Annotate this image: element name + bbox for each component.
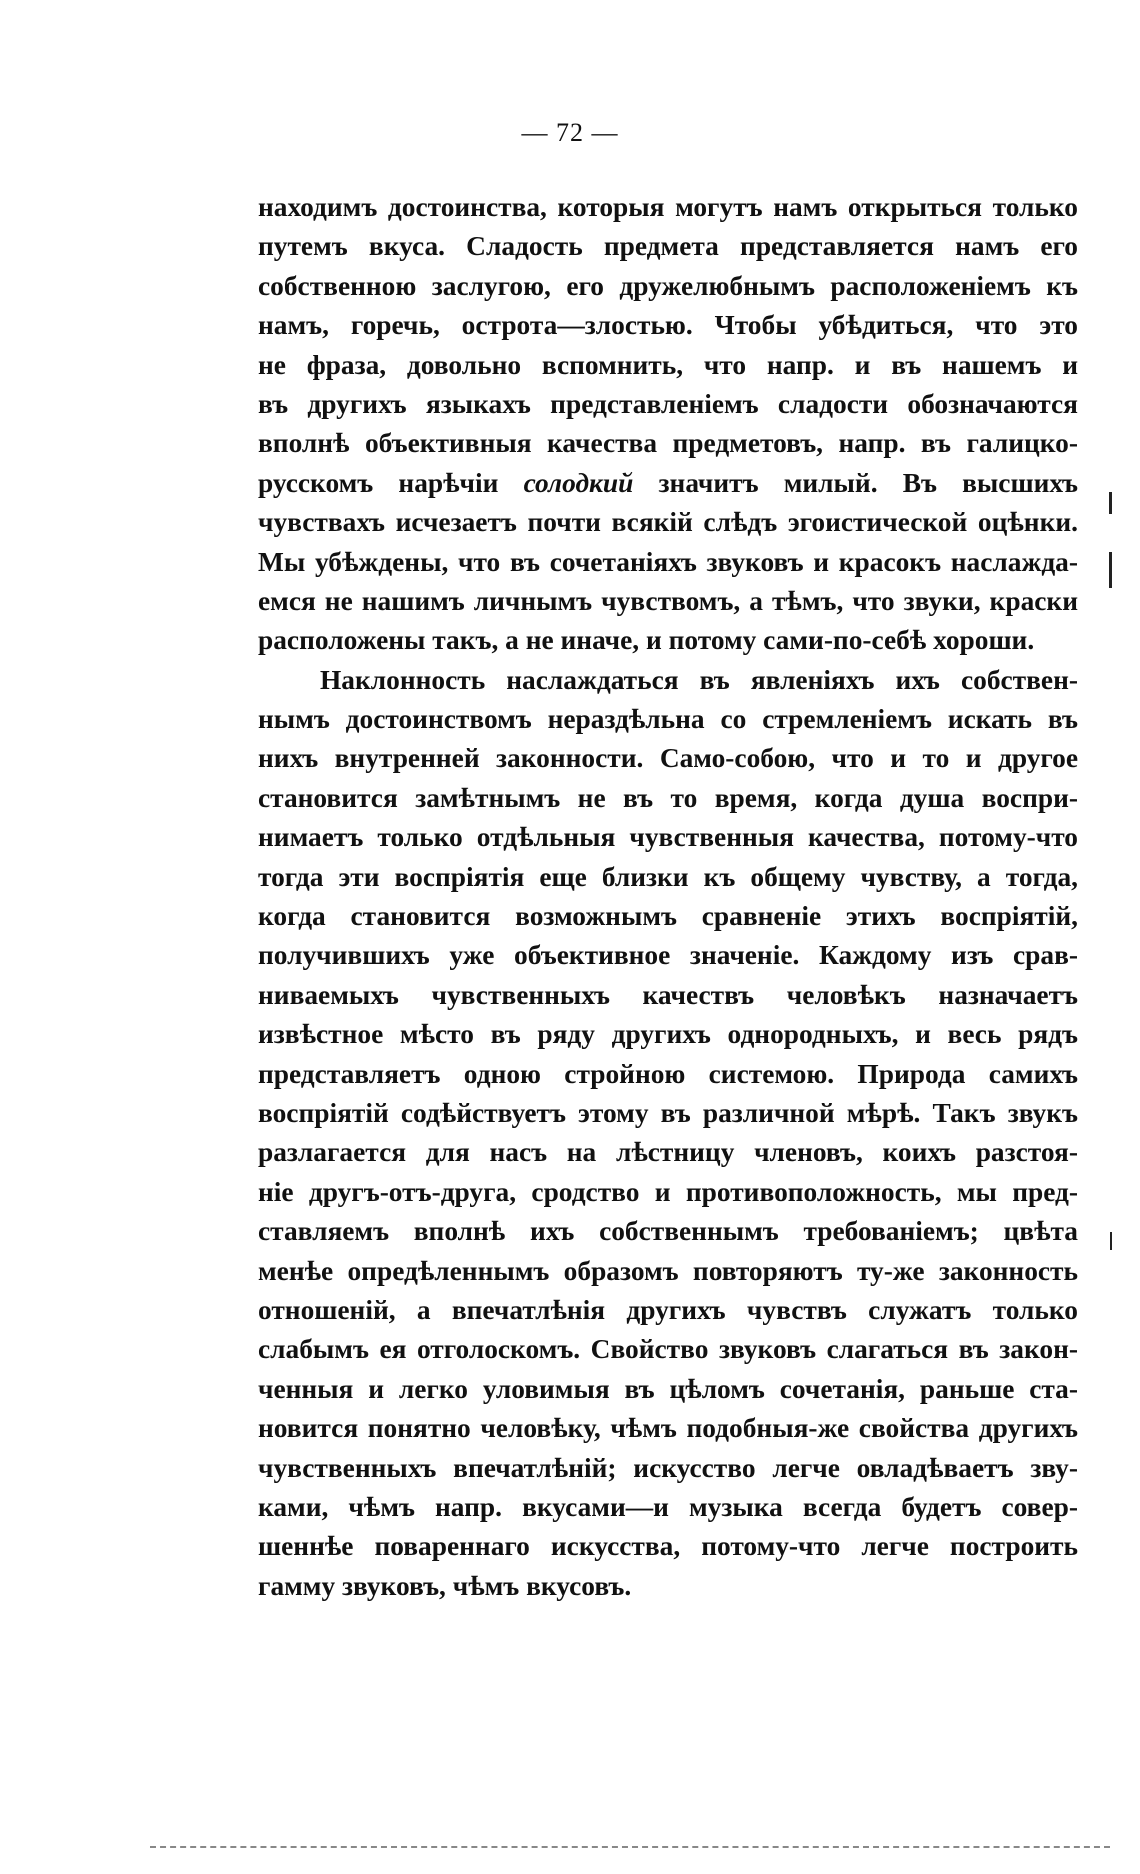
- text-segment: русскомъ нарѣчiи: [258, 467, 499, 498]
- text-line: емся не нашимъ личнымъ чувствомъ, а тѣмъ, что звуки, краски: [258, 585, 1078, 616]
- text-line: менѣе опредѣленнымъ образомъ повторяютъ ту-же законность: [258, 1255, 1078, 1286]
- text-line: нимаетъ только отдѣльныя чувственныя качества, потому-что: [258, 822, 1078, 853]
- text-line: Мы убѣждены, что въ сочетанiяхъ звуковъ и красокъ наслажда-: [258, 546, 1078, 577]
- text-line: чувствахъ исчезаетъ почти всякiй слѣдъ эгоистической оцѣнки.: [258, 507, 1078, 538]
- text-line: новится понятно человѣку, чѣмъ подобныя-же свойства другихъ: [258, 1413, 1078, 1444]
- text-line: ниваемыхъ чувственныхъ качествъ человѣкъ назначаетъ: [258, 979, 1078, 1010]
- text-line: ставляемъ вполнѣ ихъ собственнымъ требованiемъ; цвѣта: [258, 1216, 1078, 1247]
- text-line: собственною заслугою, его дружелюбнымъ расположенiемъ къ: [258, 270, 1078, 301]
- text-line: въ другихъ языкахъ представленiемъ сладости обозначаются: [258, 388, 1078, 419]
- text-line: когда становится возможнымъ сравненiе этихъ воспрiятiй,: [258, 901, 1078, 932]
- text-line: разлагается для насъ на лѣстницу членовъ, коихъ разстоя-: [258, 1137, 1078, 1168]
- text-line: [258, 464, 1078, 503]
- italic-word: солодкий: [523, 467, 634, 498]
- text-line: воспрiятiй содѣйствуетъ этому въ различной мѣрѣ. Такъ звукъ: [258, 1097, 1078, 1128]
- text-line: расположены такъ, а не иначе, и потому сами-по-себѣ хороши.: [258, 625, 1035, 656]
- text-line: гамму звуковъ, чѣмъ вкусовъ.: [258, 1570, 632, 1601]
- text-line: чувственныхъ впечатлѣнiй; искусство легче овладѣваетъ зву-: [258, 1452, 1078, 1483]
- text-line: становится замѣтнымъ не въ то время, когда душа воспри-: [258, 782, 1078, 813]
- text-segment: значитъ милый. Въ высшихъ: [658, 467, 1078, 498]
- text-line: шеннѣе повареннаго искусства, потому-что легче построить: [258, 1531, 1078, 1562]
- text-line: слабымъ ея отголоскомъ. Свойство звуковъ слагаться въ закон-: [258, 1334, 1078, 1365]
- text-line: отношенiй, а впечатлѣнiя другихъ чувствъ служатъ только: [258, 1294, 1078, 1325]
- text-line: нихъ внутренней законности. Само-собою, что и то и другое: [258, 743, 1078, 774]
- page-number: — 72 —: [521, 118, 619, 147]
- scan-edge-mark: [1109, 552, 1112, 588]
- text-line: извѣстное мѣсто въ ряду другихъ однородныхъ, и весь рядъ: [258, 1019, 1078, 1050]
- text-line: вполнѣ объективныя качества предметовъ, напр. въ галицко-: [258, 428, 1078, 459]
- text-line: ченныя и легко уловимыя въ цѣломъ сочетанiя, раньше ста-: [258, 1373, 1078, 1404]
- text-line: находимъ достоинства, которыя могутъ намъ открыться только: [258, 192, 1078, 222]
- text-line: нiе другъ-отъ-друга, сродство и противоположность, мы пред-: [258, 1176, 1078, 1207]
- text-line: ками, чѣмъ напр. вкусами—и музыка всегда будетъ совер-: [258, 1491, 1078, 1522]
- text-line: получившихъ уже объективное значенiе. Каждому изъ срав-: [258, 940, 1078, 971]
- text-line: нымъ достоинствомъ нераздѣльна со стремленiемъ искать въ: [258, 704, 1078, 735]
- scan-edge-mark: [1109, 492, 1112, 514]
- text-line: не фраза, довольно вспомнить, что напр. и въ нашемъ и: [258, 349, 1078, 380]
- text-line: тогда эти воспрiятiя еще близки къ общему чувству, а тогда,: [258, 861, 1078, 892]
- scan-bottom-rule: [150, 1846, 1110, 1848]
- text-line: путемъ вкуса. Сладость предмета представляется намъ его: [258, 231, 1078, 262]
- scan-edge-mark: [1110, 1232, 1112, 1250]
- text-line: Наклонность наслаждаться въ явленiяхъ ихъ собствен-: [320, 664, 1078, 695]
- text-line: намъ, горечь, острота—злостью. Чтобы убѣдиться, что это: [258, 310, 1078, 341]
- text-line: представляетъ одною стройною системою. Природа самихъ: [258, 1058, 1078, 1089]
- body-text: [258, 188, 1078, 1606]
